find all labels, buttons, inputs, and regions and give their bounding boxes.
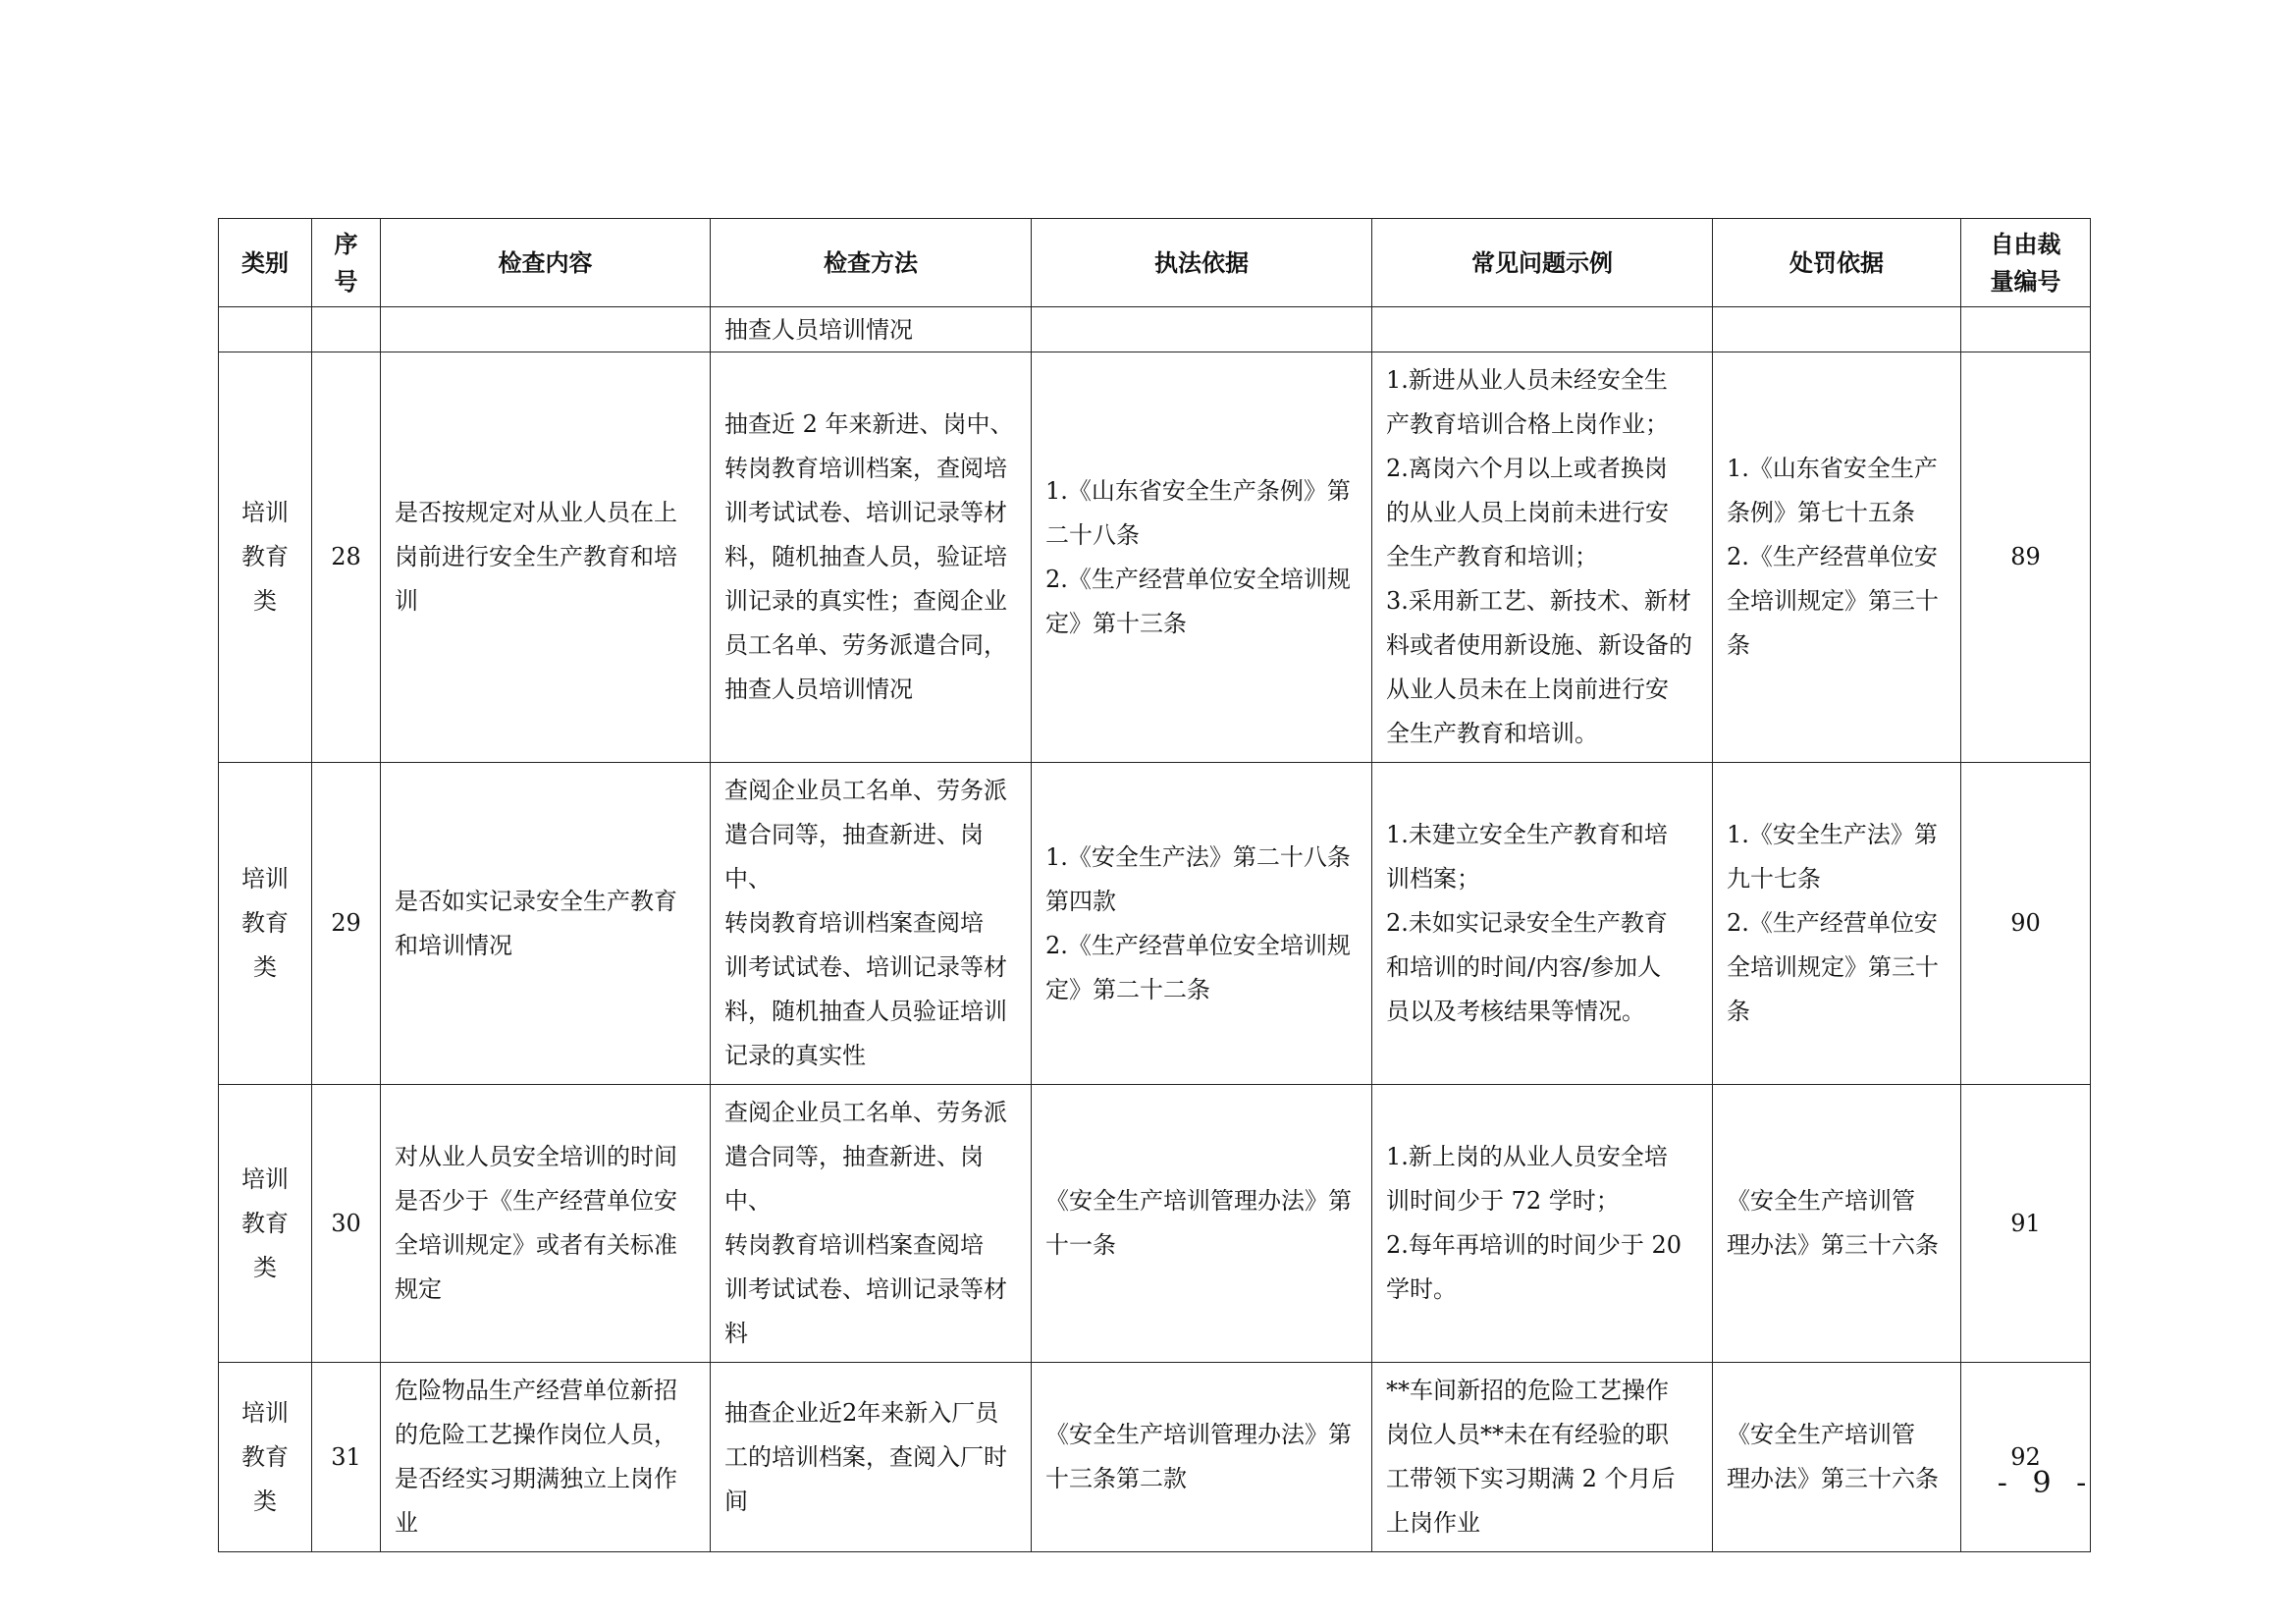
row-code: 89 [1961, 352, 2091, 763]
row-code: 92 [1961, 1363, 2091, 1552]
row-penalty: 1.《山东省安全生产 条例》第七十五条 2.《生产经营单位安 全培训规定》第三十 条 [1713, 352, 1961, 763]
row-problems: 1.未建立安全生产教育和培 训档案； 2.未如实记录安全生产教育 和培训的时间/内容/参加人 员以及考核结果等情况。 [1372, 763, 1713, 1085]
row-serial: 28 [312, 352, 381, 763]
row-category: 培训 教育 类 [219, 352, 312, 763]
header-content: 检查内容 [381, 219, 711, 307]
continuation-serial [312, 307, 381, 352]
row-penalty: 1.《安全生产法》第 九十七条 2.《生产经营单位安 全培训规定》第三十 条 [1713, 763, 1961, 1085]
page-number: - 9 - [1997, 1466, 2095, 1500]
row-method: 抽查企业近2年来新入厂员 工的培训档案，查阅入厂时 间 [711, 1363, 1032, 1552]
row-basis: 《安全生产培训管理办法》第 十三条第二款 [1032, 1363, 1372, 1552]
continuation-category [219, 307, 312, 352]
continuation-content [381, 307, 711, 352]
table-row [219, 763, 2091, 1085]
continuation-code [1961, 307, 2091, 352]
header-serial: 序 号 [312, 219, 381, 307]
row-problems: **车间新招的危险工艺操作 岗位人员**未在有经验的职 工带领下实习期满 2 个月后 上岗作业 [1372, 1363, 1713, 1552]
row-penalty: 《安全生产培训管 理办法》第三十六条 [1713, 1085, 1961, 1363]
table-row [219, 1363, 2091, 1552]
inspection-table [218, 218, 2091, 1552]
continuation-method: 抽查人员培训情况 [711, 307, 1032, 352]
row-category: 培训 教育 类 [219, 1085, 312, 1363]
header-basis: 执法依据 [1032, 219, 1372, 307]
row-method: 查阅企业员工名单、劳务派 遣合同等，抽查新进、岗中、 转岗教育培训档案查阅培 训考试试卷、培训记录等材 料，随机抽查人员验证培训 记录的真实性 [711, 763, 1032, 1085]
header-penalty: 处罚依据 [1713, 219, 1961, 307]
row-method: 抽查近 2 年来新进、岗中、 转岗教育培训档案，查阅培 训考试试卷、培训记录等材 料，随机抽查人员，验证培 训记录的真实性；查阅企业 员工名单、劳务派遣合同， 抽查人员培训情况 [711, 352, 1032, 763]
header-category: 类别 [219, 219, 312, 307]
row-category: 培训 教育 类 [219, 1363, 312, 1552]
continuation-penalty [1713, 307, 1961, 352]
row-basis: 1.《安全生产法》第二十八条 第四款 2.《生产经营单位安全培训规 定》第二十二条 [1032, 763, 1372, 1085]
header-method: 检查方法 [711, 219, 1032, 307]
continuation-basis [1032, 307, 1372, 352]
row-penalty: 《安全生产培训管 理办法》第三十六条 [1713, 1363, 1961, 1552]
row-problems: 1.新进从业人员未经安全生 产教育培训合格上岗作业； 2.离岗六个月以上或者换岗 的从业人员上岗前未进行安 全生产教育和培训； 3.采用新工艺、新技术、新材 料或者使用新设施、新设备的 从业人员未在上岗前进行安 全生产教育和培训。 [1372, 352, 1713, 763]
row-serial: 30 [312, 1085, 381, 1363]
row-problems: 1.新上岗的从业人员安全培 训时间少于 72 学时； 2.每年再培训的时间少于 20 学时。 [1372, 1085, 1713, 1363]
row-content: 危险物品生产经营单位新招 的危险工艺操作岗位人员， 是否经实习期满独立上岗作 业 [381, 1363, 711, 1552]
row-content: 是否按规定对从业人员在上 岗前进行安全生产教育和培 训 [381, 352, 711, 763]
row-basis: 1.《山东省安全生产条例》第 二十八条 2.《生产经营单位安全培训规 定》第十三条 [1032, 352, 1372, 763]
header-row [219, 219, 2091, 307]
row-category: 培训 教育 类 [219, 763, 312, 1085]
continuation-row [219, 307, 2091, 352]
table-row [219, 352, 2091, 763]
row-code: 90 [1961, 763, 2091, 1085]
header-code: 自由裁 量编号 [1961, 219, 2091, 307]
row-content: 是否如实记录安全生产教育 和培训情况 [381, 763, 711, 1085]
row-content: 对从业人员安全培训的时间 是否少于《生产经营单位安 全培训规定》或者有关标准 规定 [381, 1085, 711, 1363]
row-code: 91 [1961, 1085, 2091, 1363]
header-problems: 常见问题示例 [1372, 219, 1713, 307]
row-basis: 《安全生产培训管理办法》第 十一条 [1032, 1085, 1372, 1363]
table-row [219, 1085, 2091, 1363]
continuation-problems [1372, 307, 1713, 352]
row-serial: 31 [312, 1363, 381, 1552]
row-method: 查阅企业员工名单、劳务派 遣合同等，抽查新进、岗中、 转岗教育培训档案查阅培 训考试试卷、培训记录等材 料 [711, 1085, 1032, 1363]
row-serial: 29 [312, 763, 381, 1085]
